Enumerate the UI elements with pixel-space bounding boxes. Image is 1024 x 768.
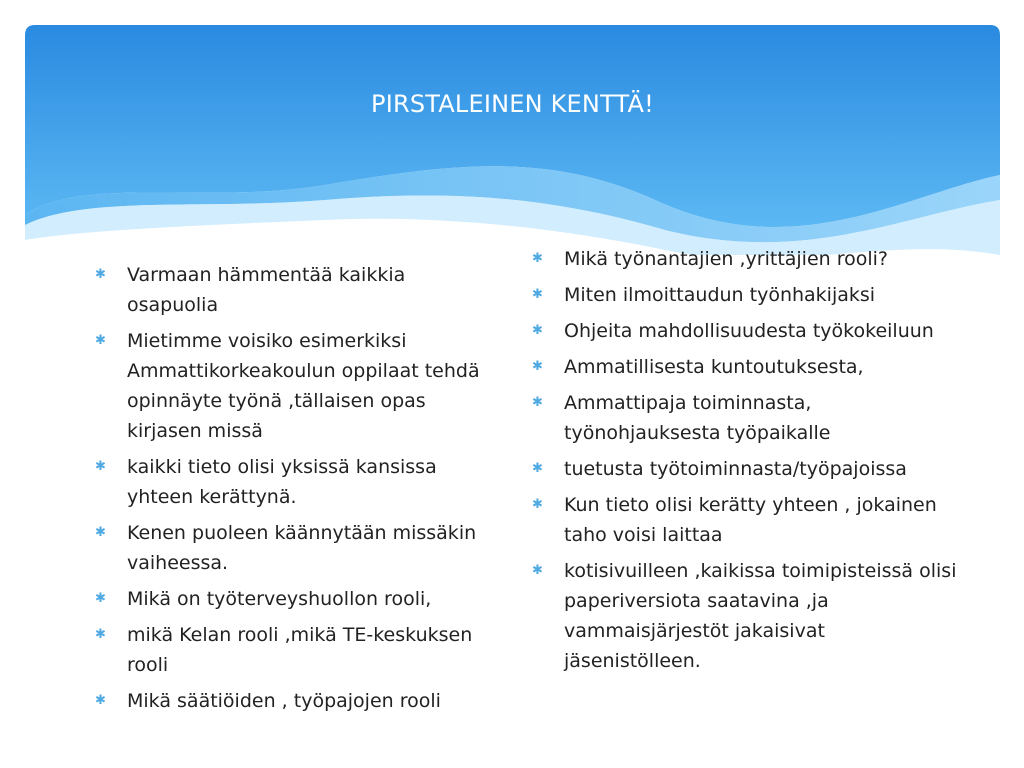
- bullet-text: Ohjeita mahdollisuudesta työkokeiluun: [564, 320, 934, 342]
- bullet-text: Mietimme voisiko esimerkiksi Ammattikorkeakoulun oppilaat tehdä opinnäyte työnä ,tällaisen opas kirjasen missä: [127, 330, 480, 442]
- bullet-text: Ammattipaja toiminnasta, työnohjauksesta työpaikalle: [564, 392, 831, 444]
- slide-title: PIRSTALEINEN KENTTÄ!: [371, 90, 654, 118]
- bullet-text: kaikki tieto olisi yksissä kansissa yhteen kerättynä.: [127, 456, 437, 508]
- bullet-text: Mikä säätiöiden , työpajojen rooli: [127, 690, 441, 712]
- bullet-item: [532, 352, 962, 382]
- bullet-item: [532, 244, 962, 274]
- asterisk-bullet-icon: ✱: [95, 267, 106, 282]
- asterisk-bullet-icon: ✱: [95, 459, 106, 474]
- bullet-item: [532, 556, 962, 676]
- bullet-text: Ammatillisesta kuntoutuksesta,: [564, 356, 864, 378]
- asterisk-bullet-icon: ✱: [532, 287, 543, 302]
- asterisk-bullet-icon: ✱: [532, 461, 543, 476]
- wave-banner-graphic: [25, 25, 1000, 255]
- left-bullet-list: [95, 260, 495, 722]
- asterisk-bullet-icon: ✱: [532, 359, 543, 374]
- bullet-item: [95, 584, 495, 614]
- asterisk-bullet-icon: ✱: [532, 395, 543, 410]
- bullet-text: kotisivuilleen ,kaikissa toimipisteissä olisi paperiversiota saatavina ,ja vammaisjärjestöt jakaisivat jäsenistölleen.: [564, 560, 957, 672]
- bullet-text: Mikä työnantajien ,yrittäjien rooli?: [564, 248, 889, 270]
- bullet-item: [532, 454, 962, 484]
- bullet-item: [532, 280, 962, 310]
- bullet-item: [532, 388, 962, 448]
- bullet-item: [95, 518, 495, 578]
- bullet-text: Kun tieto olisi kerätty yhteen , jokainen taho voisi laittaa: [564, 494, 937, 546]
- bullet-item: [95, 620, 495, 680]
- bullet-text: tuetusta työtoiminnasta/työpajoissa: [564, 458, 907, 480]
- asterisk-bullet-icon: ✱: [95, 693, 106, 708]
- asterisk-bullet-icon: ✱: [532, 251, 543, 266]
- title-banner: [25, 25, 1000, 255]
- bullet-item: [532, 490, 962, 550]
- bullet-text: Varmaan hämmentää kaikkia osapuolia: [127, 264, 406, 316]
- bullet-item: [95, 452, 495, 512]
- asterisk-bullet-icon: ✱: [95, 333, 106, 348]
- asterisk-bullet-icon: ✱: [95, 627, 106, 642]
- bullet-text: Miten ilmoittaudun työnhakijaksi: [564, 284, 876, 306]
- asterisk-bullet-icon: ✱: [532, 497, 543, 512]
- asterisk-bullet-icon: ✱: [95, 591, 106, 606]
- asterisk-bullet-icon: ✱: [532, 323, 543, 338]
- asterisk-bullet-icon: ✱: [95, 525, 106, 540]
- bullet-text: Kenen puoleen käännytään missäkin vaiheessa.: [127, 522, 477, 574]
- bullet-item: [95, 326, 495, 446]
- bullet-text: mikä Kelan rooli ,mikä TE-keskuksen rooli: [127, 624, 473, 676]
- bullet-text: Mikä on työterveyshuollon rooli,: [127, 588, 432, 610]
- bullet-item: [95, 686, 495, 716]
- asterisk-bullet-icon: ✱: [532, 563, 543, 578]
- right-bullet-list: [532, 244, 962, 682]
- bullet-item: [532, 316, 962, 346]
- bullet-item: [95, 260, 495, 320]
